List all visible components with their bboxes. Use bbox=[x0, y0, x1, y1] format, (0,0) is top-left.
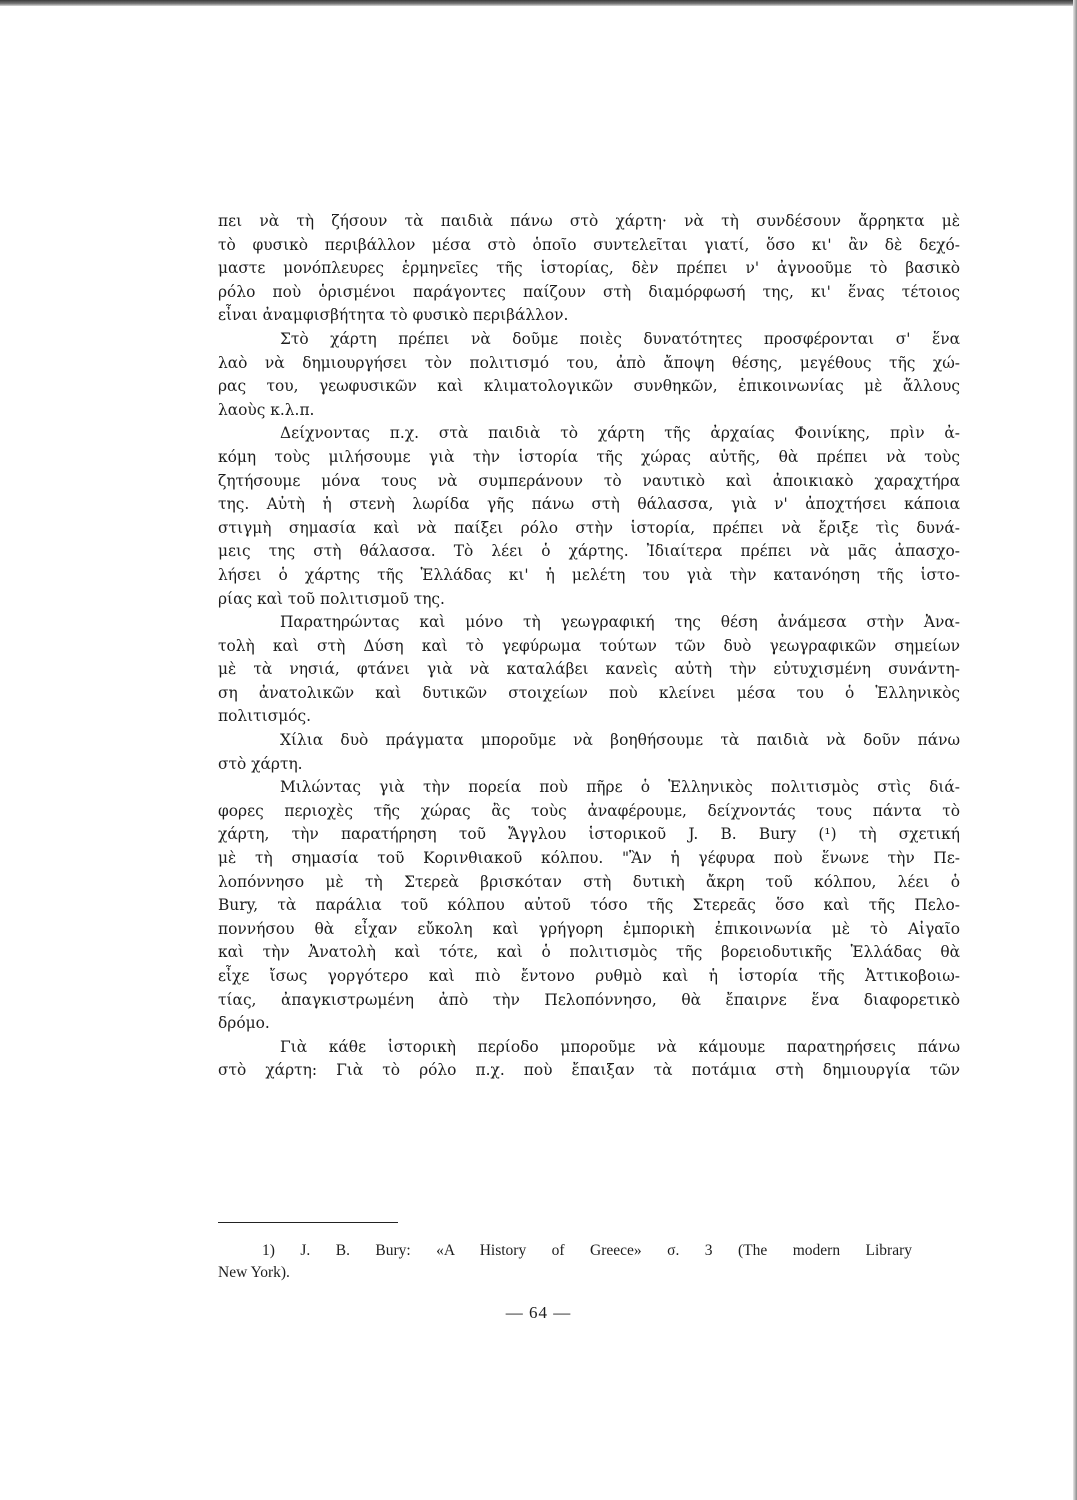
paragraph-start-line: Στὸ χάρτη πρέπει νὰ δοῦμε ποιὲς δυνατότητες προσφέρονται σ' ἕνα bbox=[280, 329, 960, 348]
text-line: δρόμο. bbox=[218, 1014, 270, 1033]
text-line: ποννήσου θὰ εἶχαν εὔκολη καὶ γρήγορη ἐμπορικὴ ἐπικοινωνία μὲ τὸ Αἰγαῖο bbox=[218, 919, 960, 938]
text-line: λήσει ὁ χάρτης τῆς Ἑλλάδας κι' ἡ μελέτη του γιὰ τὴν κατανόηση τῆς ἱστο- bbox=[218, 565, 960, 584]
text-line: τίας, ἀπαγκιστρωμένη ἀπὸ τὴν Πελοπόννησο, θὰ ἔπαιρνε ἕνα διαφορετικὸ bbox=[218, 990, 960, 1009]
scan-top-edge bbox=[0, 0, 1077, 6]
text-line: χάρτη, τὴν παρατήρηση τοῦ Ἄγγλου ἱστορικοῦ J. B. Bury (¹) τὴ σχετική bbox=[218, 825, 960, 844]
text-line: καὶ τὴν Ἀνατολὴ καὶ τότε, καὶ ὁ πολιτισμὸς τῆς βορειοδυτικῆς Ἑλλάδας θὰ bbox=[218, 943, 960, 962]
text-line: μαστε μονόπλευρες ἑρμηνεῖες τῆς ἱστορίας, δὲν πρέπει ν' ἀγνοοῦμε τὸ βασικὸ bbox=[218, 259, 960, 278]
paragraph-start-line: Δείχνοντας π.χ. στὰ παιδιὰ τὸ χάρτη τῆς ἀρχαίας Φοινίκης, πρὶν ἀ- bbox=[280, 424, 960, 443]
text-line: στὸ χάρτη: Γιὰ τὸ ρόλο π.χ. ποὺ ἔπαιξαν τὰ ποτάμια στὴ δημιουργία τῶν bbox=[218, 1061, 960, 1080]
text-line: ρας του, γεωφυσικῶν καὶ κλιματολογικῶν συνθηκῶν, ἐπικοινωνίας μὲ ἄλλους bbox=[218, 377, 960, 396]
text-line: πει νὰ τὴ ζήσουν τὰ παιδιὰ πάνω στὸ χάρτη· νὰ τὴ συνδέσουν ἄρρηκτα μὲ bbox=[218, 212, 960, 230]
paragraph-start-line: Μιλώντας γιὰ τὴν πορεία ποὺ πῆρε ὁ Ἑλληνικὸς πολιτισμὸς στὶς διά- bbox=[280, 778, 960, 797]
page-number: — 64 — bbox=[505, 1303, 572, 1322]
paragraph-start-line: Γιὰ κάθε ἱστορικὴ περίοδο μποροῦμε νὰ κάμουμε παρατηρήσεις πάνω bbox=[280, 1037, 960, 1056]
text-line: εἶχε ἴσως γοργότερο καὶ πιὸ ἔντονο ρυθμὸ καὶ ἡ ἱστορία τῆς Ἀττικοβοιω- bbox=[218, 967, 960, 985]
text-line: κόμη τοὺς μιλήσουμε γιὰ τὴν ἱστορία τῆς χώρας αὐτῆς, θὰ πρέπει νὰ τοὺς bbox=[218, 447, 960, 466]
footnote-line: New York). bbox=[218, 1264, 290, 1281]
footnote-line: 1) J. B. Bury: «A History of Greece» σ. 3 (The modern Library bbox=[262, 1242, 912, 1259]
page-body-text bbox=[218, 210, 960, 1083]
text-line: Bury, τὰ παράλια τοῦ κόλπου αὐτοῦ τόσο τῆς Στερεᾶς ὅσο καὶ τῆς Πελο- bbox=[218, 896, 960, 915]
text-line: ση ἀνατολικῶν καὶ δυτικῶν στοιχείων ποὺ κλείνει μέσα του ὁ Ἑλληνικὸς bbox=[218, 683, 960, 702]
text-line: ρόλο ποὺ ὁρισμένοι παράγοντες παίζουν στὴ διαμόρφωσή της, κι' ἕνας τέτοιος bbox=[218, 282, 960, 301]
text-line: τὸ φυσικὸ περιβάλλον μέσα στὸ ὁποῖο συντελεῖται γιατί, ὅσο κι' ἂν δὲ δεχό- bbox=[218, 235, 960, 254]
text-line: μεις της στὴ θάλασσα. Τὸ λέει ὁ χάρτης. Ἰδιαίτερα πρέπει νὰ μᾶς ἀπασχο- bbox=[218, 542, 960, 561]
text-line: ρίας καὶ τοῦ πολιτισμοῦ της. bbox=[218, 589, 445, 608]
text-line: φορες περιοχὲς τῆς χώρας ἂς τοὺς ἀναφέρουμε, δείχνοντάς τους πάντα τὸ bbox=[218, 801, 960, 820]
text-line: τολὴ καὶ στὴ Δύση καὶ τὸ γεφύρωμα τούτων τῶν δυὸ γεωγραφικῶν σημείων bbox=[218, 636, 960, 655]
text-line: μὲ τὰ νησιά, φτάνει γιὰ νὰ καταλάβει κανεὶς αὐτὴ τὴν εὐτυχισμένη συνάντη- bbox=[218, 660, 960, 679]
footnote-divider bbox=[218, 1222, 398, 1223]
text-line: μὲ τὴ σημασία τοῦ Κορινθιακοῦ κόλπου. "Ἂν ἡ γέφυρα ποὺ ἕνωνε τὴν Πε- bbox=[218, 849, 960, 868]
footnote bbox=[218, 1240, 918, 1284]
text-line: στιγμὴ σημασία καὶ νὰ παίξει ρόλο στὴν ἱστορία, πρέπει νὰ ἔριξε τὶς δυνά- bbox=[218, 518, 960, 537]
text-line: λαὸ νὰ δημιουργήσει τὸν πολιτισμό του, ἀπὸ ἄποψη θέσης, μεγέθους τῆς χώ- bbox=[218, 353, 960, 372]
text-line: ζητήσουμε μόνα τους νὰ συμπεράνουν τὸ ναυτικὸ καὶ ἀποικιακὸ χαραχτήρα bbox=[218, 471, 960, 490]
paragraph-start-line: Παρατηρώντας καὶ μόνο τὴ γεωγραφική της θέση ἀνάμεσα στὴν Ἀνα- bbox=[280, 613, 960, 632]
text-line: στὸ χάρτη. bbox=[218, 754, 303, 773]
text-line: πολιτισμός. bbox=[218, 707, 312, 726]
text-line: λοπόννησο μὲ τὴ Στερεὰ βρισκόταν στὴ δυτικὴ ἄκρη τοῦ κόλπου, λέει ὁ bbox=[218, 872, 960, 891]
scan-right-edge bbox=[1073, 0, 1077, 1500]
text-line: της. Αὐτὴ ἡ στενὴ λωρίδα γῆς πάνω στὴ θάλασσα, γιὰ ν' ἀποχτήσει κάποια bbox=[218, 495, 960, 514]
text-line: λαοὺς κ.λ.π. bbox=[218, 400, 315, 419]
text-line: εἶναι ἀναμφισβήτητα τὸ φυσικὸ περιβάλλον. bbox=[218, 306, 569, 325]
paragraph-start-line: Χίλια δυὸ πράγματα μποροῦμε νὰ βοηθήσουμε τὰ παιδιὰ νὰ δοῦν πάνω bbox=[280, 731, 960, 750]
